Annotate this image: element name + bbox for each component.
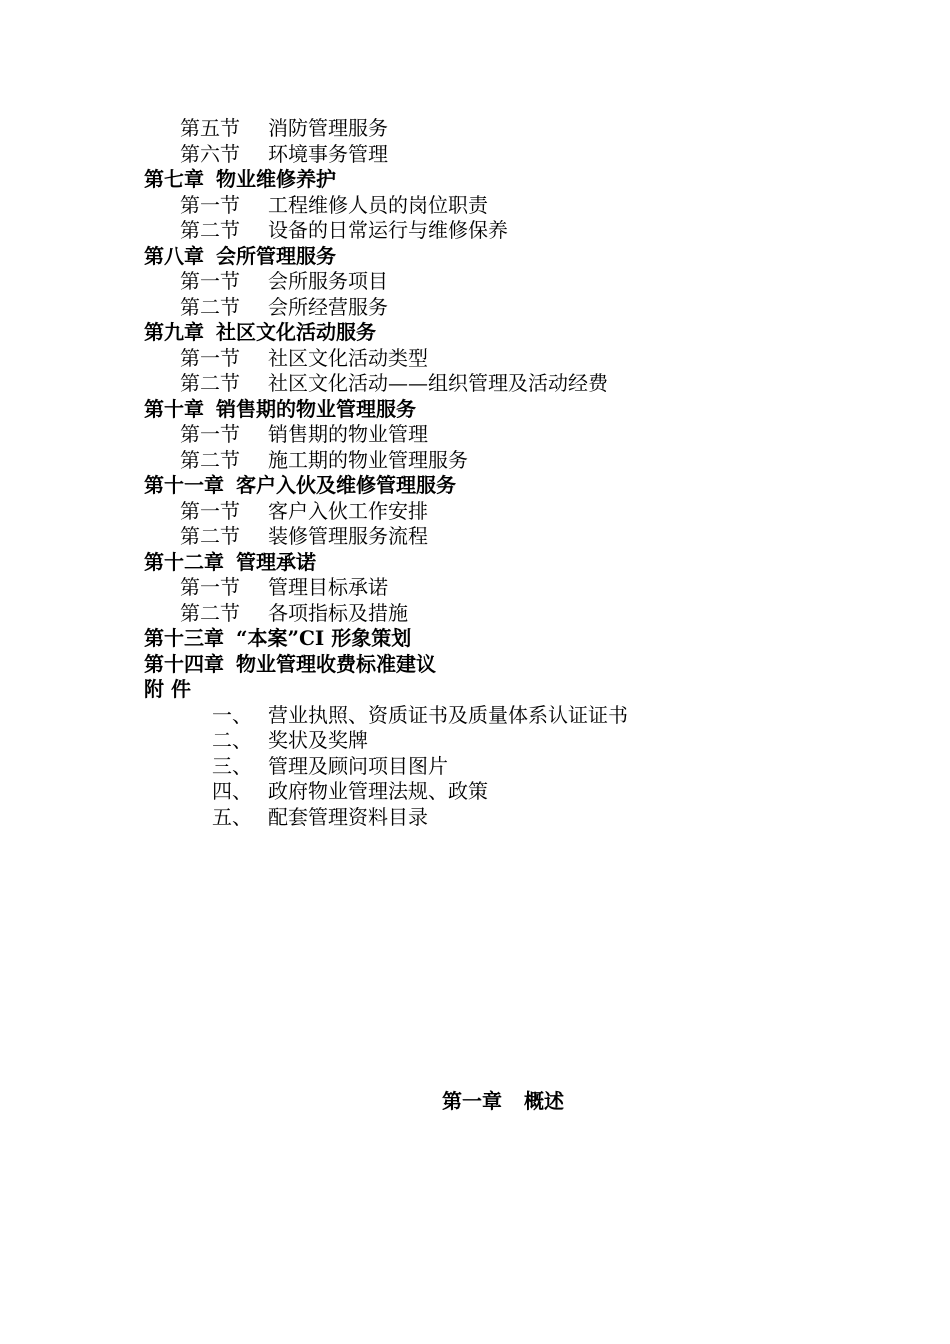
toc-entry-number: 第十三章 (144, 626, 224, 650)
toc-section-entry (0, 269, 950, 295)
toc-section-entry (0, 499, 950, 525)
toc-chapter-entry (0, 652, 950, 678)
toc-entry-number: 第六节 (180, 141, 240, 166)
toc-entry-number: 第一节 (180, 345, 240, 370)
toc-section-entry (0, 193, 950, 219)
toc-entry-title: 设备的日常运行与维修保养 (268, 218, 508, 242)
toc-chapter-entry (0, 244, 950, 270)
toc-section-entry (0, 448, 950, 474)
toc-entry-title: 装修管理服务流程 (268, 524, 428, 548)
toc-entry-number: 第二节 (180, 524, 240, 548)
toc-entry-number: 第一节 (180, 269, 240, 293)
toc-entry-number: 第五节 (180, 116, 240, 140)
toc-entry-number: 第一节 (180, 498, 240, 523)
toc-entry-number: 第二节 (180, 294, 240, 319)
toc-entry-number: 第二节 (180, 218, 240, 242)
toc-section-entry (0, 295, 950, 321)
toc-entry-title: 物业维修养护 (216, 167, 336, 191)
toc-entry-number: 附 件 (144, 677, 191, 701)
toc-entry-title: 会所管理服务 (216, 243, 336, 268)
toc-entry-number: 二、 (212, 728, 252, 752)
toc-entry-number: 第一节 (180, 192, 240, 217)
toc-entry-number: 第十二章 (144, 549, 224, 574)
toc-chapter-entry (0, 167, 950, 193)
toc-chapter-entry (0, 626, 950, 652)
toc-entry-title: 配套管理资料目录 (268, 804, 428, 829)
toc-entry-title: 物业管理收费标准建议 (236, 651, 436, 676)
toc-entry-title: 客户入伙及维修管理服务 (236, 473, 456, 497)
toc-chapter-entry (0, 550, 950, 576)
toc-section-entry (0, 524, 950, 550)
toc-entry-number: 第一节 (180, 422, 240, 446)
chapter-heading (0, 1086, 950, 1116)
toc-section-entry (0, 346, 950, 372)
toc-chapter-entry (0, 473, 950, 499)
toc-entry-title: 社区文化活动——组织管理及活动经费 (268, 371, 608, 395)
toc-entry-title: 工程维修人员的岗位职责 (268, 192, 488, 217)
toc-entry-title: 管理目标承诺 (268, 575, 388, 599)
toc-entry-number: 一、 (212, 702, 252, 727)
toc-entry-title: 环境事务管理 (268, 141, 388, 166)
toc-entry-title: “本案”CI 形象策划 (236, 626, 412, 650)
toc-entry-number: 第七章 (144, 167, 204, 191)
toc-entry-title: 管理承诺 (236, 549, 316, 574)
toc-section-entry (0, 575, 950, 601)
toc-section-entry (0, 142, 950, 168)
toc-entry-title: 营业执照、资质证书及质量体系认证证书 (268, 702, 628, 727)
toc-entry-title: 销售期的物业管理 (268, 422, 428, 446)
toc-entry-title: 奖状及奖牌 (268, 728, 368, 752)
toc-entry-title: 管理及顾问项目图片 (268, 753, 448, 778)
toc-entry-title: 社区文化活动服务 (216, 320, 376, 344)
toc-entry-number: 第一节 (180, 575, 240, 599)
toc-section-entry (0, 422, 950, 448)
chapter-heading-number: 第一章 (442, 1089, 502, 1113)
toc-entry-number: 第二节 (180, 447, 240, 472)
chapter-heading-title: 概述 (524, 1089, 564, 1113)
toc-entry-number: 三、 (212, 753, 252, 778)
toc-entry-title: 客户入伙工作安排 (268, 498, 428, 523)
toc-section-entry (0, 116, 950, 142)
toc-chapter-entry (0, 677, 950, 703)
table-of-contents (0, 116, 950, 830)
toc-entry-title: 会所服务项目 (268, 269, 388, 293)
toc-entry-number: 第九章 (144, 320, 204, 344)
toc-entry-title: 各项指标及措施 (268, 600, 408, 625)
toc-entry-title: 社区文化活动类型 (268, 345, 428, 370)
toc-entry-number: 第八章 (144, 243, 204, 268)
toc-section-entry (0, 601, 950, 627)
toc-entry-title: 政府物业管理法规、政策 (268, 779, 488, 803)
toc-entry-number: 第二节 (180, 600, 240, 625)
toc-entry-title: 消防管理服务 (268, 116, 388, 140)
toc-entry-title: 销售期的物业管理服务 (216, 396, 416, 421)
toc-entry-number: 第十四章 (144, 651, 224, 676)
toc-entry-number: 第二节 (180, 371, 240, 395)
toc-chapter-entry (0, 320, 950, 346)
toc-section-entry (0, 371, 950, 397)
toc-appendix-entry (0, 703, 950, 729)
toc-appendix-entry (0, 728, 950, 754)
toc-entry-title: 施工期的物业管理服务 (268, 447, 468, 472)
toc-entry-title: 会所经营服务 (268, 294, 388, 319)
toc-section-entry (0, 218, 950, 244)
toc-chapter-entry (0, 397, 950, 423)
toc-appendix-entry (0, 754, 950, 780)
toc-entry-number: 五、 (212, 804, 252, 829)
toc-appendix-entry (0, 805, 950, 831)
toc-entry-number: 第十章 (144, 396, 204, 421)
toc-entry-number: 四、 (212, 779, 252, 803)
toc-entry-number: 第十一章 (144, 473, 224, 497)
toc-appendix-entry (0, 779, 950, 805)
